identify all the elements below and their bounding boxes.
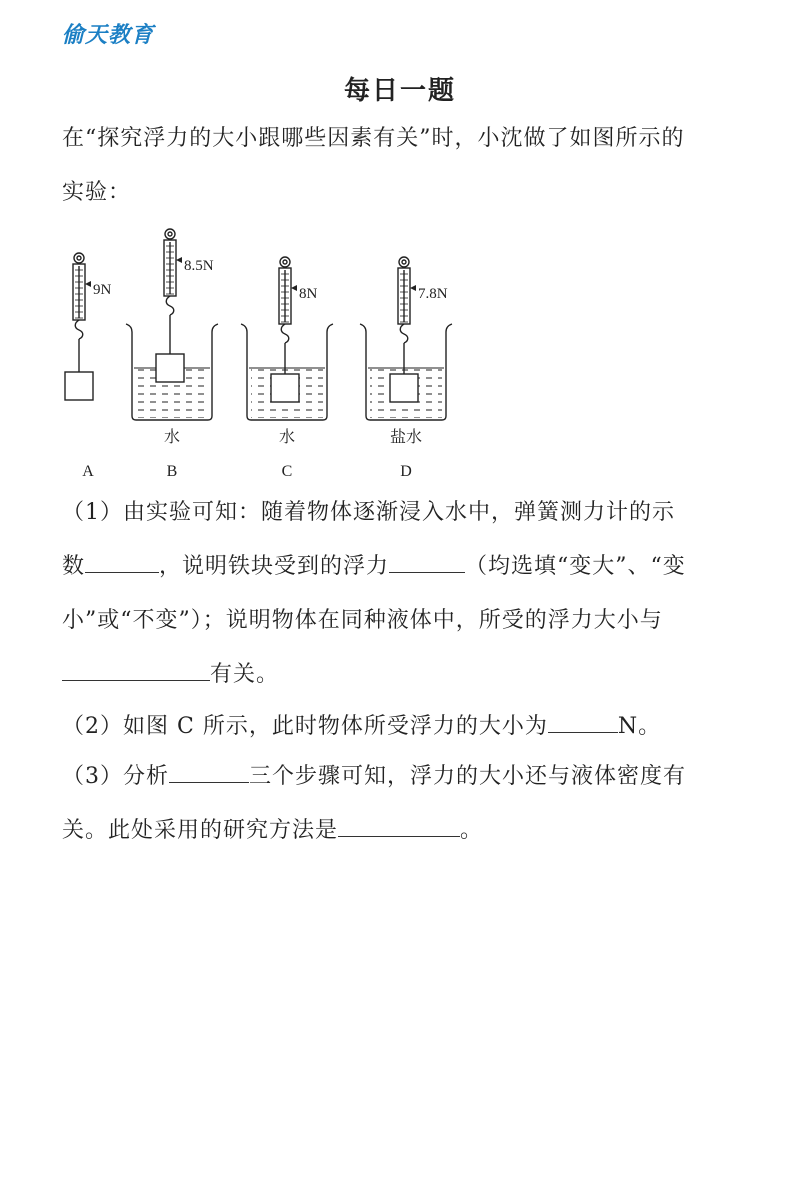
pointer-icon: [410, 285, 416, 291]
answer-blank-6[interactable]: [338, 814, 460, 837]
iron-block: [65, 372, 93, 400]
panel-D: [360, 257, 452, 480]
pointer-icon: [85, 281, 91, 287]
pointer-icon: [291, 285, 297, 291]
question-2: [62, 700, 752, 754]
force-reading: 8N: [299, 286, 318, 302]
intro-line-1: 在“探究浮力的大小跟哪些因素有关”时，小沈做了如图所示的: [62, 126, 685, 151]
brand-logo: 偷天教育: [62, 23, 155, 48]
spring-hook: [400, 324, 408, 343]
liquid-label: 水: [163, 429, 181, 446]
q3-line-2: [62, 804, 752, 858]
question-1: [62, 486, 752, 702]
spring-scale-hook-ring-inner: [77, 256, 81, 260]
answer-blank-5[interactable]: [169, 760, 249, 783]
page-title: 每日一题: [343, 76, 456, 106]
panel-A: [65, 253, 112, 480]
spring-scale-hook-ring: [74, 253, 84, 263]
q1-text-b: ，说明铁块受到的浮力: [159, 554, 390, 579]
spring-scale-hook-ring: [165, 229, 175, 239]
panel-letter: B: [166, 463, 178, 480]
q3-text-a: （3）分析: [62, 764, 169, 789]
liquid-label: 盐水: [389, 429, 423, 446]
panel-B: [126, 229, 218, 480]
panel-C: [241, 257, 333, 480]
liquid-label: 水: [278, 429, 296, 446]
intro-text: [62, 112, 752, 220]
force-reading: 7.8N: [418, 286, 448, 302]
q3-text-b: 三个步骤可知，浮力的大小还与液体密度有: [249, 764, 687, 789]
q2-text-a: （2）如图 C 所示，此时物体所受浮力的大小为: [62, 714, 548, 739]
spring-scale-hook-ring-inner: [283, 260, 287, 264]
panel-letter: D: [400, 463, 412, 480]
spring-scale-hook-ring-inner: [168, 232, 172, 236]
force-reading: 8.5N: [184, 258, 214, 274]
spring-scale-hook-ring: [399, 257, 409, 267]
q1-line-2: [62, 540, 752, 594]
pointer-icon: [176, 257, 182, 263]
q3-text-d: 。: [460, 818, 484, 843]
answer-blank-3[interactable]: [62, 658, 210, 681]
spring-hook: [166, 296, 174, 315]
answer-blank-1[interactable]: [85, 550, 159, 573]
q1-text-d: 有关。: [210, 662, 280, 687]
force-reading: 9N: [93, 282, 112, 298]
q2-text-b: N。: [617, 714, 662, 739]
question-3: [62, 750, 752, 858]
q1-line-4: [62, 648, 752, 702]
spring-hook: [75, 320, 83, 339]
q1-line-1: （1）由实验可知：随着物体逐渐浸入水中，弹簧测力计的示: [62, 500, 675, 525]
spring-hook: [281, 324, 289, 343]
q1-text-a: 数: [62, 554, 86, 579]
q1-line-3: 小”或“不变”）；说明物体在同种液体中，所受的浮力大小与: [62, 608, 663, 633]
intro-line-2: 实验：: [62, 180, 132, 205]
q3-line-1: [62, 750, 752, 804]
spring-scale-hook-ring-inner: [402, 260, 406, 264]
panel-letter: C: [281, 463, 293, 480]
q1-text-c: （均选填“变大”、“变: [465, 554, 686, 579]
panel-letter: A: [82, 463, 94, 480]
iron-block: [156, 354, 184, 382]
answer-blank-4[interactable]: [548, 710, 618, 733]
experiment-figure: [52, 222, 472, 492]
spring-scale-hook-ring: [280, 257, 290, 267]
answer-blank-2[interactable]: [389, 550, 465, 573]
iron-block: [390, 374, 418, 402]
q3-text-c: 关。此处采用的研究方法是: [62, 818, 339, 843]
iron-block: [271, 374, 299, 402]
